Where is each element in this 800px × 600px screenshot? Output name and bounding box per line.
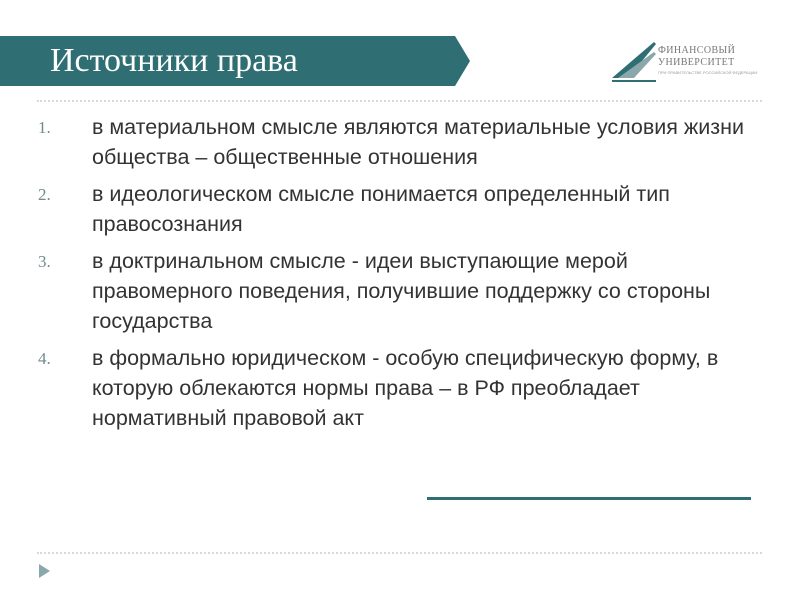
list-item-text: в доктринальном смысле - идеи выступающие мерой правомерного поведения, получившие поддержку со стороны государства bbox=[92, 249, 711, 333]
list-item bbox=[0, 246, 800, 336]
accent-rule bbox=[427, 497, 751, 500]
list-item-number: 3. bbox=[38, 252, 51, 271]
sources-list bbox=[0, 112, 800, 440]
list-item bbox=[0, 179, 800, 239]
bottom-dotted-divider bbox=[37, 552, 762, 554]
list-item bbox=[0, 112, 800, 172]
list-item-number: 4. bbox=[38, 349, 51, 368]
university-logo bbox=[610, 40, 760, 86]
list-item-text: в материальном смысле являются материальные условия жизни общества – общественные отношения bbox=[92, 115, 745, 169]
list-item-text: в идеологическом смысле понимается определенный тип правосознания bbox=[92, 182, 670, 236]
list-item bbox=[0, 343, 800, 433]
logo-line-2: УНИВЕРСИТЕТ bbox=[658, 57, 735, 68]
top-dotted-divider bbox=[37, 100, 762, 102]
slide-title: Источники права bbox=[50, 42, 298, 79]
logo-mark-icon bbox=[610, 40, 658, 86]
list-item-number: 2. bbox=[38, 185, 51, 204]
next-slide-arrow-icon[interactable] bbox=[39, 564, 50, 578]
logo-line-1: ФИНАНСОВЫЙ bbox=[658, 45, 736, 56]
logo-subline: ПРИ ПРАВИТЕЛЬСТВЕ РОССИЙСКОЙ ФЕДЕРАЦИИ bbox=[658, 70, 758, 75]
list-item-text: в формально юридическом - особую специфическую форму, в которую облекаются нормы права – в РФ преобладает нормативный правовой акт bbox=[92, 346, 719, 430]
list-item-number: 1. bbox=[38, 118, 51, 137]
